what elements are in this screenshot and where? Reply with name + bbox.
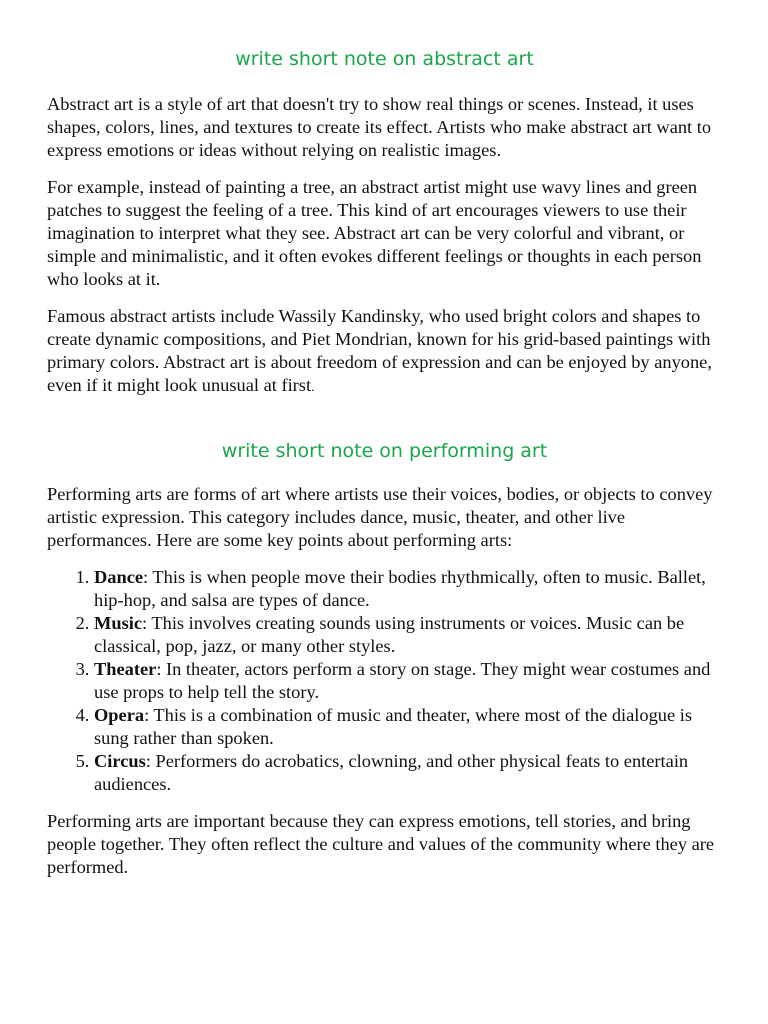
abstract-paragraph-3-period: . xyxy=(311,379,315,394)
heading-performing-art: write short note on performing art xyxy=(221,440,548,462)
list-item-term: Opera xyxy=(94,705,145,725)
list-item-text: : This is a combination of music and theater, where most of the dialogue is sung rather than spoken. xyxy=(94,705,693,748)
list-item-term: Theater xyxy=(94,659,157,679)
abstract-paragraph-3-text: Famous abstract artists include Wassily Kandinsky, who used bright colors and shapes to create dynamic compositions, and Piet Mondrian, known for his grid-based paintings with primary colors. Abstract art is about freedom of expression and can be enjoyed by anyone, even if it might look unusual at first xyxy=(47,306,712,395)
list-item-theater xyxy=(94,658,722,704)
performing-conclusion: Performing arts are important because they can express emotions, tell stories, and bring people together. They often reflect the culture and values of the community where they are performed. xyxy=(47,811,715,877)
list-item-text: : In theater, actors perform a story on stage. They might wear costumes and use props to help tell the story. xyxy=(94,659,711,702)
list-item-text: : This is when people move their bodies rhythmically, often to music. Ballet, hip-hop, and salsa are types of dance. xyxy=(94,567,706,610)
performing-arts-list xyxy=(47,566,722,796)
abstract-paragraph-2: For example, instead of painting a tree, an abstract artist might use wavy lines and green patches to suggest the feeling of a tree. This kind of art encourages viewers to use their imagination to interpret what they see. Abstract art can be very colorful and vibrant, or simple and minimalistic, and it often evokes different feelings or thoughts in each person who looks at it. xyxy=(47,177,702,289)
list-item-term: Dance xyxy=(94,567,144,587)
list-item-term: Circus xyxy=(94,751,146,771)
performing-intro: Performing arts are forms of art where artists use their voices, bodies, or objects to convey artistic expression. This category includes dance, music, theater, and other live performances. Here are some key points about performing arts: xyxy=(47,484,713,550)
list-item-opera xyxy=(94,704,722,750)
abstract-paragraph-3 xyxy=(47,305,722,398)
abstract-paragraph-1: Abstract art is a style of art that doesn't try to show real things or scenes. Instead, it uses shapes, colors, lines, and textures to create its effect. Artists who make abstract art want to express emotions or ideas without relying on realistic images. xyxy=(47,94,712,160)
list-item-text: : This involves creating sounds using instruments or voices. Music can be classical, pop, jazz, or many other styles. xyxy=(94,613,685,656)
list-item-text: : Performers do acrobatics, clowning, and other physical feats to entertain audiences. xyxy=(94,751,689,794)
list-item-dance xyxy=(94,566,722,612)
list-item-music xyxy=(94,612,722,658)
list-item-term: Music xyxy=(94,613,143,633)
list-item-circus xyxy=(94,750,722,796)
heading-abstract-art: write short note on abstract art xyxy=(235,48,534,70)
